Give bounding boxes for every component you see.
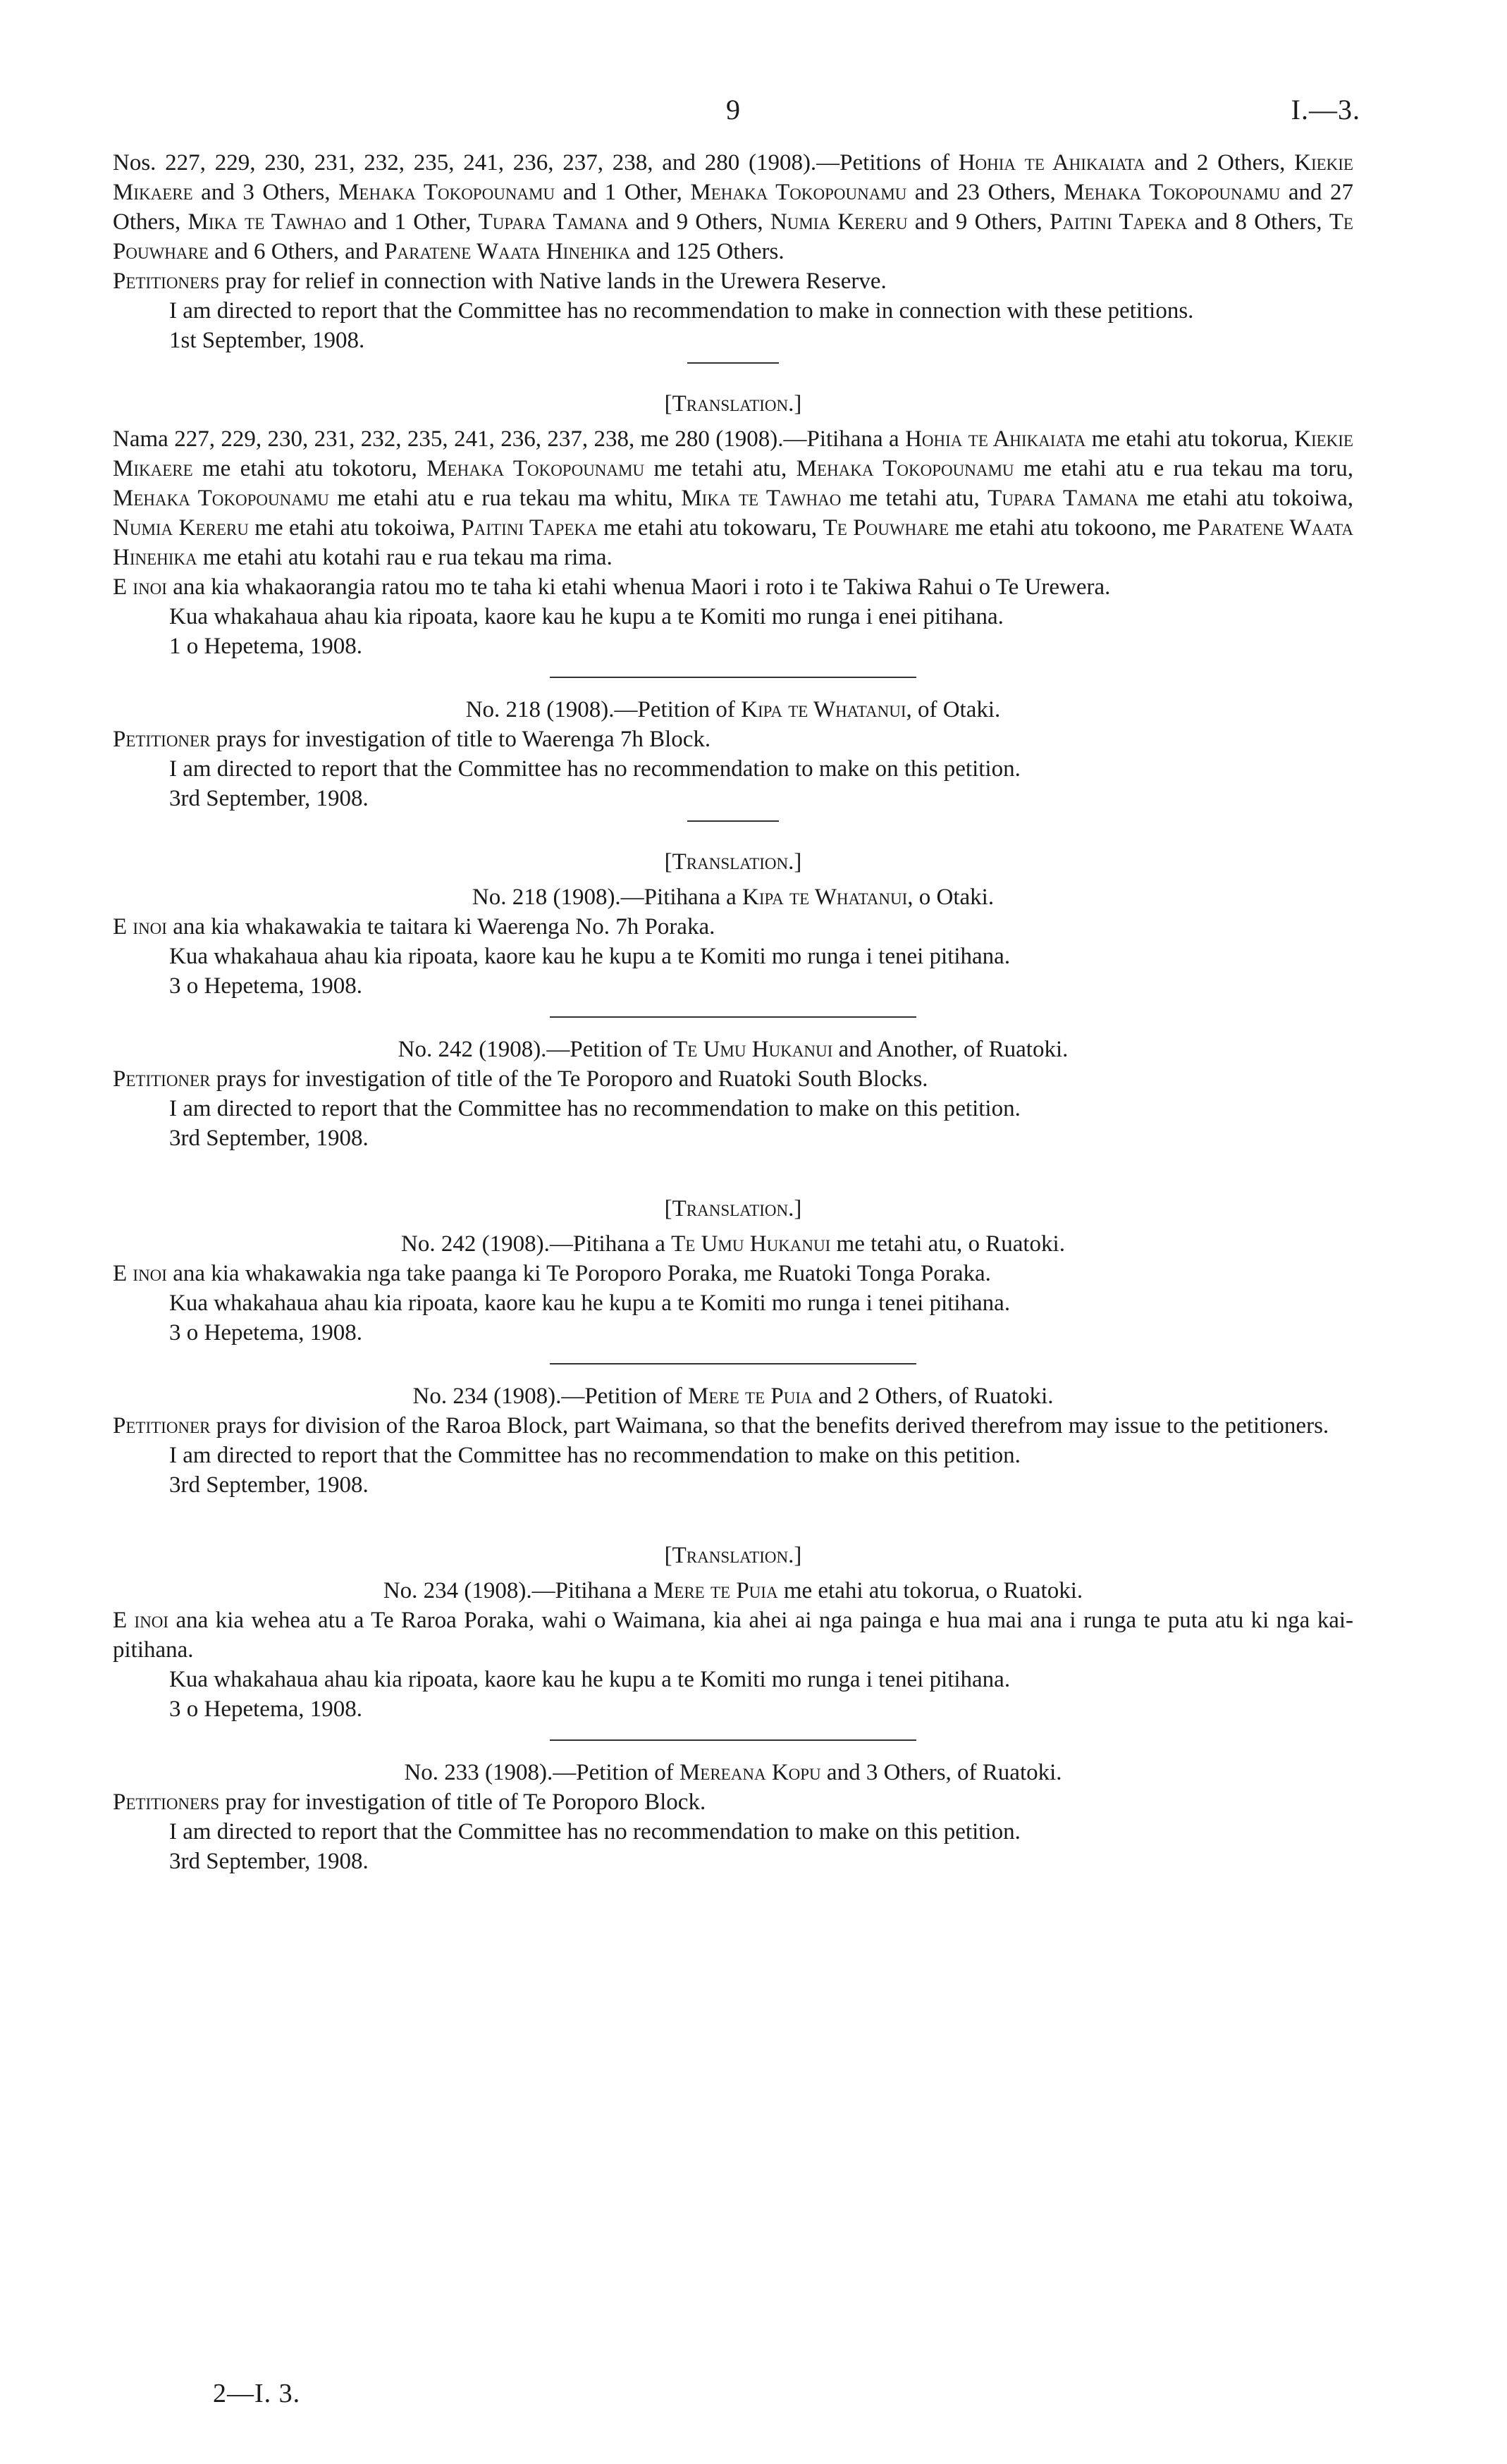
- translation-section: [113, 1194, 1353, 1365]
- divider: [550, 1016, 916, 1018]
- committee-report: Kua whakahaua ahau kia ripoata, kaore kau he kupu a te Komiti mo runga i tenei pitihana.: [169, 1290, 1011, 1316]
- divider: [550, 677, 916, 678]
- translation-label: [Translation.]: [664, 1196, 802, 1221]
- report-date: 3 o Hepetema, 1908.: [169, 1696, 363, 1722]
- report-date: 3rd September, 1908.: [169, 1849, 369, 1874]
- report-date: 1st September, 1908.: [169, 328, 365, 353]
- page-header: [0, 93, 1507, 135]
- committee-report: Kua whakahaua ahau kia ripoata, kaore kau he kupu a te Komiti mo runga i tenei pitihana.: [169, 1667, 1011, 1692]
- report-date: 3rd September, 1908.: [169, 1472, 369, 1498]
- translation-label: [Translation.]: [664, 849, 802, 875]
- petition-prayer: Petitioner prays for investigation of title of the Te Poroporo and Ruatoki South Blocks.: [113, 1066, 928, 1092]
- petition-section: [113, 695, 1353, 822]
- divider: [550, 1739, 916, 1741]
- petition-section: [113, 1758, 1353, 1876]
- petition-heading: No. 242 (1908).—Petition of Te Umu Hukanui and Another, of Ruatoki.: [398, 1037, 1069, 1062]
- petition-heading: No. 242 (1908).—Pitihana a Te Umu Hukanui me tetahi atu, o Ruatoki.: [401, 1231, 1065, 1257]
- petition-section: [113, 1035, 1353, 1169]
- committee-report: Kua whakahaua ahau kia ripoata, kaore kau he kupu a te Komiti mo runga i enei pitihana.: [169, 604, 1004, 629]
- petition-prayer: Petitioner prays for division of the Raroa Block, part Waimana, so that the benefits derived therefrom may issue to the petitioners.: [113, 1413, 1329, 1439]
- petition-heading: No. 218 (1908).—Petition of Kipa te Whatanui, of Otaki.: [465, 697, 1001, 722]
- divider: [687, 820, 779, 822]
- committee-report: I am directed to report that the Committee has no recommendation to make on this petition.: [169, 1819, 1021, 1844]
- translation-section: [113, 389, 1353, 678]
- report-date: 3 o Hepetema, 1908.: [169, 973, 363, 999]
- report-date: 3rd September, 1908.: [169, 786, 369, 811]
- petition-heading: No. 234 (1908).—Pitihana a Mere te Puia me etahi atu tokorua, o Ruatoki.: [383, 1578, 1083, 1603]
- committee-report: I am directed to report that the Committee has no recommendation to make on this petition.: [169, 1096, 1021, 1121]
- petition-prayer: E inoi ana kia whakawakia nga take paanga ki Te Poroporo Poraka, me Ruatoki Tonga Poraka.: [113, 1261, 991, 1286]
- petition-heading: Nos. 227, 229, 230, 231, 232, 235, 241, 236, 237, 238, and 280 (1908).—Petitions of Hohia te Ahikaiata and 2 Others, Kiekie Mikaere and 3 Others, Mehaka Tokopounamu and 1 Other, Mehaka Tokopounamu and 23 Others, Mehaka Tokopounamu and 27 Others, Mika te Tawhao and 1 Other, Tupara Tamana and 9 Others, Numia Kereru and 9 Others, Paitini Tapeka and 8 Others, Te Pouwhare and 6 Others, and Paratene Waata Hinehika and 125 Others.: [113, 150, 1353, 264]
- committee-report: I am directed to report that the Committee has no recommendation to make on this petition.: [169, 756, 1021, 782]
- translation-section: [113, 847, 1353, 1018]
- petition-prayer: E inoi ana kia wehea atu a Te Raroa Poraka, wahi o Waimana, kia ahei ai nga painga e hua mai ana i runga te puta atu ki nga kai-pitihana.: [113, 1608, 1353, 1663]
- translation-section: [113, 1541, 1353, 1741]
- committee-report: Kua whakahaua ahau kia ripoata, kaore kau he kupu a te Komiti mo runga i tenei pitihana.: [169, 944, 1011, 969]
- committee-report: I am directed to report that the Committee has no recommendation to make in connection with these petitions.: [169, 298, 1194, 324]
- petition-prayer: Petitioners pray for relief in connection with Native lands in the Urewera Reserve.: [113, 269, 887, 294]
- petition-prayer: Petitioner prays for investigation of title to Waerenga 7h Block.: [113, 727, 711, 752]
- report-date: 3rd September, 1908.: [169, 1126, 369, 1151]
- petition-prayer: E inoi ana kia whakawakia te taitara ki Waerenga No. 7h Poraka.: [113, 914, 715, 940]
- spacer: [113, 1500, 1353, 1515]
- divider: [550, 1363, 916, 1365]
- petition-section: [113, 1381, 1353, 1515]
- petition-prayer: Petitioners pray for investigation of title of Te Poroporo Block.: [113, 1790, 706, 1815]
- petition-heading: No. 234 (1908).—Petition of Mere te Puia and 2 Others, of Ruatoki.: [412, 1384, 1054, 1409]
- paper-reference: I.—3.: [1291, 94, 1360, 125]
- translation-label: [Translation.]: [664, 1543, 802, 1568]
- committee-report: I am directed to report that the Committee has no recommendation to make on this petition.: [169, 1443, 1021, 1468]
- translation-label: [Translation.]: [664, 391, 802, 417]
- report-date: 1 o Hepetema, 1908.: [169, 634, 363, 659]
- signature-mark: 2—I. 3.: [213, 2379, 301, 2408]
- report-date: 3 o Hepetema, 1908.: [169, 1320, 363, 1345]
- petition-heading: No. 218 (1908).—Pitihana a Kipa te Whatanui, o Otaki.: [472, 885, 995, 910]
- petition-heading: Nama 227, 229, 230, 231, 232, 235, 241, 236, 237, 238, me 280 (1908).—Pitihana a Hohia te Ahikaiata me etahi atu tokorua, Kiekie Mikaere me etahi atu tokotoru, Mehaka Tokopounamu me tetahi atu, Mehaka Tokopounamu me etahi atu e rua tekau ma toru, Mehaka Tokopounamu me etahi atu e rua tekau ma whitu, Mika te Tawhao me tetahi atu, Tupara Tamana me etahi atu tokoiwa, Numia Kereru me etahi atu tokoiwa, Paitini Tapeka me etahi atu tokowaru, Te Pouwhare me etahi atu tokoono, me Paratene Waata Hinehika me etahi atu kotahi rau e rua tekau ma rima.: [113, 426, 1354, 570]
- document-body: [113, 148, 1353, 1876]
- spacer: [113, 1153, 1353, 1169]
- petition-heading: No. 233 (1908).—Petition of Mereana Kopu and 3 Others, of Ruatoki.: [404, 1760, 1062, 1785]
- page-number: 9: [726, 94, 740, 125]
- divider: [687, 362, 779, 364]
- petition-prayer: E inoi ana kia whakaorangia ratou mo te taha ki etahi whenua Maori i roto i te Takiwa Rahui o Te Urewera.: [113, 574, 1111, 600]
- petition-section: [113, 148, 1353, 364]
